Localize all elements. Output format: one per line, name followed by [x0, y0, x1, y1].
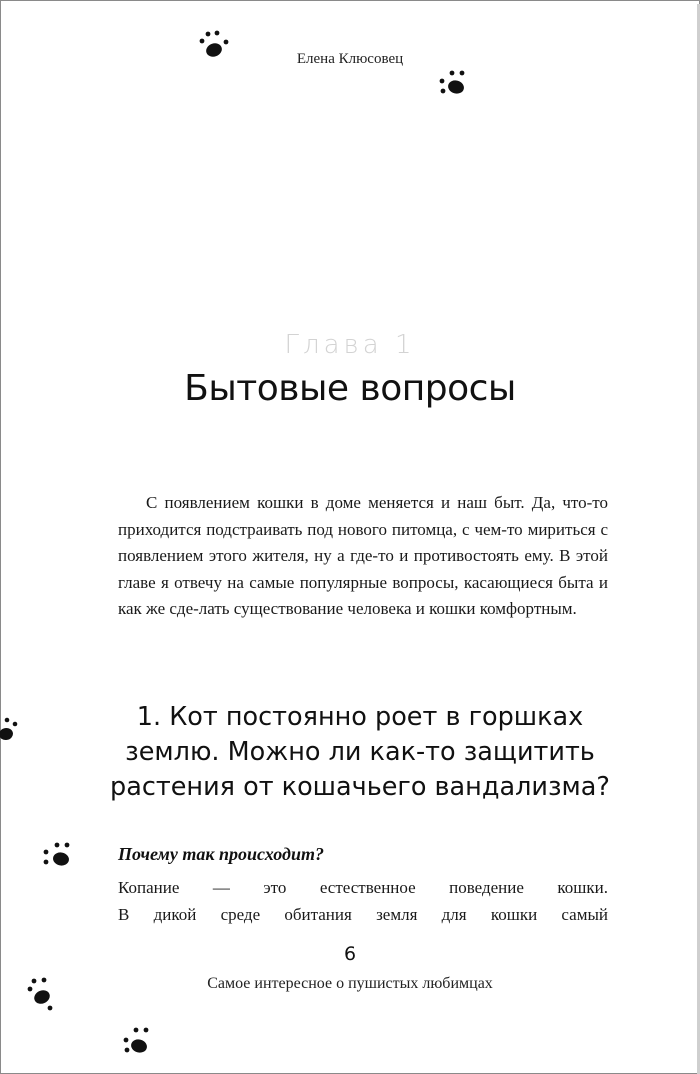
question-line: растения от кошачьего вандализма?: [110, 772, 610, 802]
running-header-author: Елена Клюсовец: [296, 51, 404, 67]
paw-print-icon: [0, 712, 24, 748]
paw-print-icon: [37, 838, 79, 874]
body-line: В дикой среде обитания земля для кошки самый: [118, 905, 608, 924]
paw-print-icon: [115, 1022, 157, 1062]
intro-line: то и противостоять ему. В этой главе я отвечу на самые: [118, 546, 608, 592]
question-heading: [100, 700, 620, 805]
intro-line: популярные вопросы, касающиеся быта и как же сде-: [118, 572, 608, 618]
question-line: землю. Можно ли как-то защитить: [125, 737, 595, 767]
body-line: Копание — это естественное поведение кошки.: [118, 878, 608, 897]
chapter-label: Глава 1: [284, 330, 416, 360]
section-subheading: Почему так происходит?: [118, 844, 324, 864]
running-footer-title: Самое интересное о пушистых любимцах: [207, 975, 493, 992]
page-number: 6: [343, 943, 357, 965]
intro-paragraph: [118, 490, 608, 623]
paw-print-icon: [432, 67, 474, 103]
intro-line: лать существование человека и кошки комфортным.: [198, 599, 577, 618]
question-line: 1. Кот постоянно роет в горшках: [136, 702, 584, 732]
intro-line: с чем-то мириться с появлением этого жителя, ну а где-: [118, 519, 609, 565]
intro-line: что-то приходится подстраивать под нового питомца,: [118, 493, 608, 539]
chapter-title: Бытовые вопросы: [184, 368, 516, 409]
section-body: [118, 874, 608, 928]
intro-line: С появлением кошки в доме меняется и наш быт. Да,: [146, 493, 556, 512]
